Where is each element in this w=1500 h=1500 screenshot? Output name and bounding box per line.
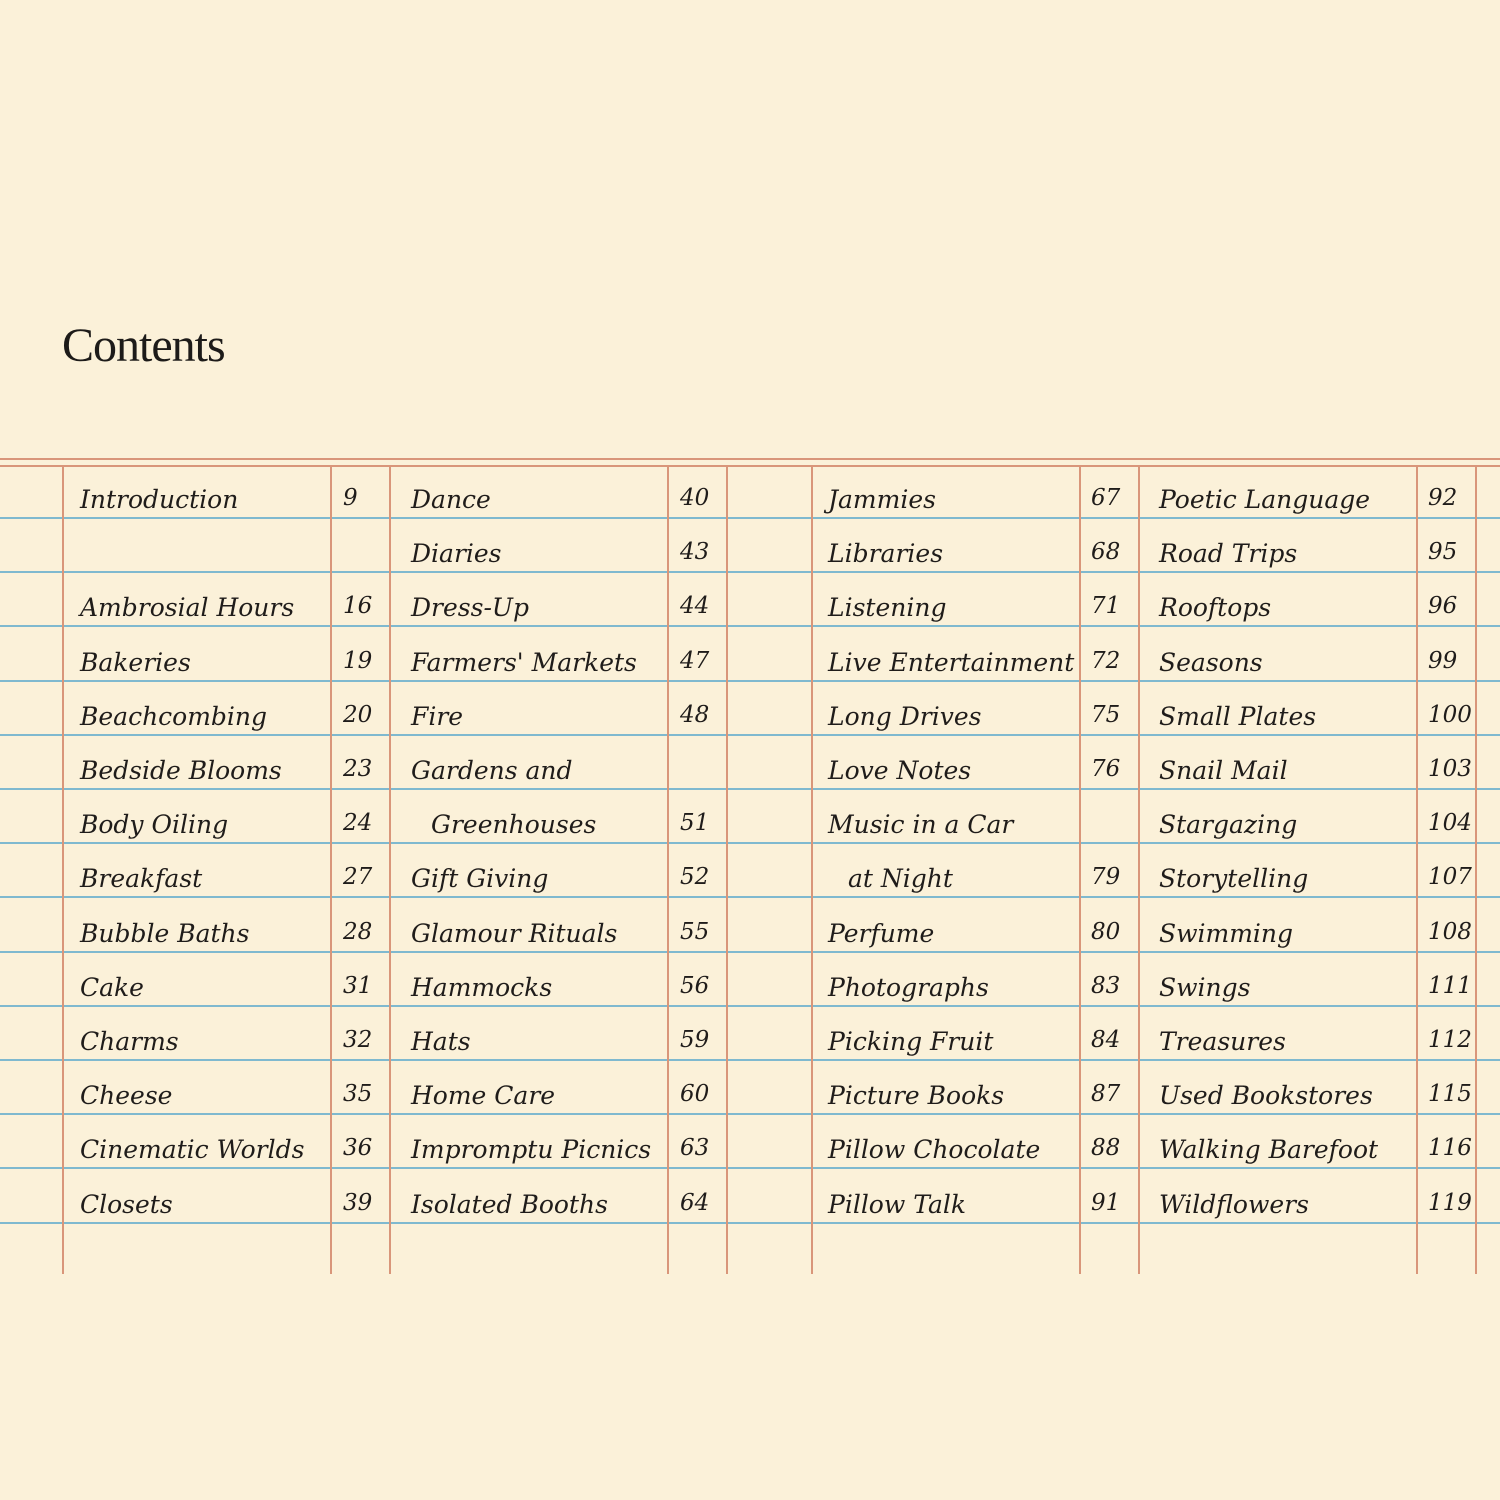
toc-entry-title: Used Bookstores [1159, 1081, 1373, 1110]
toc-entry-page: 9 [343, 485, 358, 511]
toc-entry-title: Diaries [411, 539, 502, 568]
column-rule [1079, 465, 1081, 1274]
toc-entry-page: 115 [1428, 1081, 1472, 1107]
toc-entry-title: Swimming [1159, 919, 1294, 948]
toc-entry-page: 75 [1091, 702, 1121, 728]
toc-entry-title: Cake [80, 973, 144, 1002]
ruled-line [0, 788, 1500, 790]
toc-entry-page: 56 [680, 973, 710, 999]
toc-entry-title: Road Trips [1159, 539, 1298, 568]
toc-entry-page: 39 [343, 1190, 373, 1216]
toc-entry-title: Live Entertainment [828, 648, 1075, 677]
toc-entry-title: Beachcombing [80, 702, 268, 731]
toc-entry-title: Glamour Rituals [411, 919, 618, 948]
toc-entry-page: 40 [680, 485, 710, 511]
toc-entry-title: Greenhouses [431, 810, 597, 839]
ruled-line [0, 734, 1500, 736]
toc-entry-page: 92 [1428, 485, 1458, 511]
toc-entry-title: Pillow Talk [828, 1190, 966, 1219]
toc-entry-title: Photographs [828, 973, 989, 1002]
toc-entry-page: 83 [1091, 973, 1121, 999]
toc-entry-title: Listening [828, 593, 947, 622]
toc-entry-title: Breakfast [80, 864, 203, 893]
toc-entry-page: 52 [680, 864, 710, 890]
ruled-line [0, 951, 1500, 953]
toc-entry-page: 51 [680, 810, 710, 836]
toc-entry-page: 103 [1428, 756, 1472, 782]
toc-entry-page: 67 [1091, 485, 1121, 511]
toc-entry-page: 27 [343, 864, 373, 890]
toc-entry-page: 19 [343, 648, 373, 674]
ruled-line [0, 1113, 1500, 1115]
toc-entry-page: 80 [1091, 919, 1121, 945]
toc-entry-title: Treasures [1159, 1027, 1286, 1056]
toc-entry-title: Home Care [411, 1081, 556, 1110]
toc-entry-title: Charms [80, 1027, 179, 1056]
toc-entry-page: 32 [343, 1027, 373, 1053]
ruled-line [0, 680, 1500, 682]
toc-entry-title: Picture Books [828, 1081, 1005, 1110]
ruled-line [0, 896, 1500, 898]
toc-entry-page: 20 [343, 702, 373, 728]
margin-rule [0, 458, 1500, 460]
toc-entry-page: 87 [1091, 1081, 1121, 1107]
column-rule [389, 465, 391, 1274]
toc-entry-title: Snail Mail [1159, 756, 1288, 785]
toc-entry-page: 59 [680, 1027, 710, 1053]
toc-entry-title: Dance [411, 485, 491, 514]
ruled-line [0, 571, 1500, 573]
toc-entry-page: 71 [1091, 593, 1121, 619]
column-rule [330, 465, 332, 1274]
toc-entry-page: 44 [680, 593, 710, 619]
toc-entry-page: 116 [1428, 1135, 1472, 1161]
toc-entry-title: Music in a Car [828, 810, 1014, 839]
margin-rule [0, 465, 1500, 467]
toc-entry-page: 84 [1091, 1027, 1121, 1053]
toc-entry-page: 63 [680, 1135, 710, 1161]
toc-entry-title: at Night [848, 864, 953, 893]
toc-entry-page: 104 [1428, 810, 1472, 836]
toc-entry-page: 119 [1428, 1190, 1472, 1216]
toc-entry-page: 99 [1428, 648, 1458, 674]
toc-entry-title: Perfume [828, 919, 935, 948]
toc-entry-title: Libraries [828, 539, 944, 568]
toc-entry-title: Picking Fruit [828, 1027, 994, 1056]
column-rule [811, 465, 813, 1274]
toc-entry-title: Seasons [1159, 648, 1263, 677]
toc-entry-page: 88 [1091, 1135, 1121, 1161]
toc-entry-title: Ambrosial Hours [80, 593, 295, 622]
toc-entry-page: 91 [1091, 1190, 1121, 1216]
toc-entry-page: 31 [343, 973, 373, 999]
column-rule [1475, 465, 1477, 1274]
toc-entry-page: 43 [680, 539, 710, 565]
toc-entry-title: Small Plates [1159, 702, 1317, 731]
toc-entry-page: 79 [1091, 864, 1121, 890]
ruled-line [0, 517, 1500, 519]
toc-entry-title: Jammies [828, 485, 936, 514]
toc-entry-title: Cinematic Worlds [80, 1135, 305, 1164]
toc-entry-page: 47 [680, 648, 710, 674]
toc-entry-title: Bubble Baths [80, 919, 250, 948]
toc-entry-page: 64 [680, 1190, 710, 1216]
toc-entry-page: 16 [343, 593, 373, 619]
toc-entry-title: Gift Giving [411, 864, 549, 893]
toc-entry-title: Dress-Up [411, 593, 529, 622]
toc-entry-title: Isolated Booths [411, 1190, 608, 1219]
toc-entry-title: Body Oiling [80, 810, 229, 839]
toc-entry-title: Long Drives [828, 702, 982, 731]
toc-entry-page: 55 [680, 919, 710, 945]
toc-entry-page: 107 [1428, 864, 1472, 890]
toc-entry-title: Bakeries [80, 648, 191, 677]
toc-entry-page: 112 [1428, 1027, 1472, 1053]
toc-entry-title: Farmers' Markets [411, 648, 637, 677]
toc-entry-title: Poetic Language [1159, 485, 1371, 514]
toc-entry-page: 23 [343, 756, 373, 782]
toc-entry-title: Closets [80, 1190, 173, 1219]
toc-entry-title: Impromptu Picnics [411, 1135, 652, 1164]
column-rule [1416, 465, 1418, 1274]
page-title: Contents [62, 319, 225, 372]
toc-entry-title: Hats [411, 1027, 471, 1056]
ruled-line [0, 625, 1500, 627]
toc-entry-page: 96 [1428, 593, 1458, 619]
toc-entry-page: 100 [1428, 702, 1472, 728]
toc-entry-title: Storytelling [1159, 864, 1309, 893]
column-rule [726, 465, 728, 1274]
column-rule [62, 465, 64, 1274]
column-rule [1138, 465, 1140, 1274]
toc-entry-title: Introduction [80, 485, 239, 514]
toc-entry-title: Pillow Chocolate [828, 1135, 1041, 1164]
toc-entry-title: Stargazing [1159, 810, 1298, 839]
toc-entry-title: Bedside Blooms [80, 756, 282, 785]
toc-entry-title: Love Notes [828, 756, 972, 785]
ruled-line [0, 1059, 1500, 1061]
toc-entry-page: 28 [343, 919, 373, 945]
toc-entry-title: Fire [411, 702, 464, 731]
ruled-line [0, 842, 1500, 844]
toc-entry-title: Swings [1159, 973, 1251, 1002]
ruled-line [0, 1222, 1500, 1224]
toc-entry-title: Wildflowers [1159, 1190, 1309, 1219]
column-rule [667, 465, 669, 1274]
toc-entry-title: Hammocks [411, 973, 553, 1002]
toc-entry-page: 48 [680, 702, 710, 728]
toc-entry-page: 24 [343, 810, 373, 836]
toc-entry-title: Cheese [80, 1081, 173, 1110]
ruled-line [0, 1005, 1500, 1007]
toc-entry-page: 95 [1428, 539, 1458, 565]
toc-entry-page: 35 [343, 1081, 373, 1107]
toc-entry-title: Rooftops [1159, 593, 1272, 622]
toc-entry-page: 68 [1091, 539, 1121, 565]
toc-entry-page: 108 [1428, 919, 1472, 945]
toc-entry-page: 36 [343, 1135, 373, 1161]
toc-entry-title: Gardens and [411, 756, 573, 785]
toc-entry-page: 76 [1091, 756, 1121, 782]
toc-entry-title: Walking Barefoot [1159, 1135, 1379, 1164]
toc-entry-page: 60 [680, 1081, 710, 1107]
ruled-line [0, 1167, 1500, 1169]
toc-entry-page: 111 [1428, 973, 1472, 999]
toc-entry-page: 72 [1091, 648, 1121, 674]
